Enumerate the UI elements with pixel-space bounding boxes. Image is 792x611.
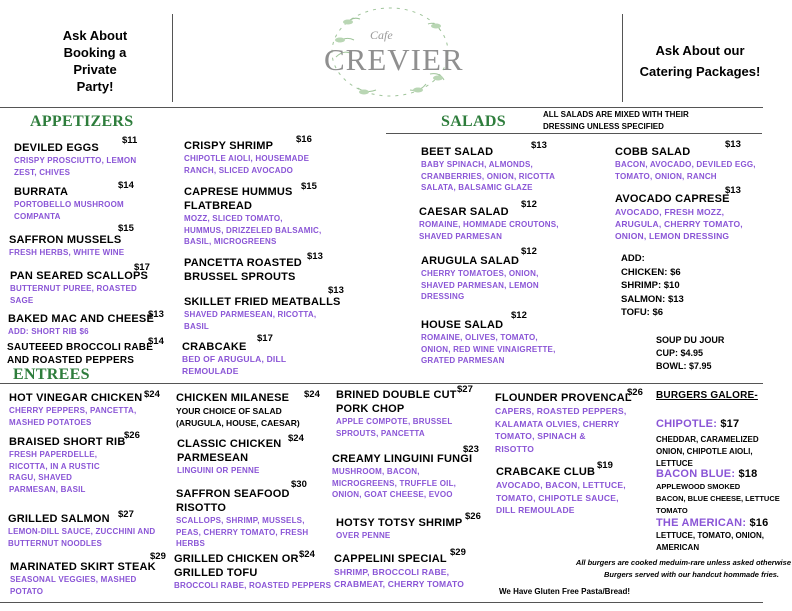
- menu-item: GRILLED CHICKEN OR GRILLED TOFU BROCCOLI RABE, ROASTED PEPPERS: [174, 553, 332, 590]
- menu-item: PANCETTA ROASTED BRUSSEL SPROUTS: [184, 257, 302, 283]
- price: $26: [465, 511, 481, 522]
- menu-item: CAPPELINI SPECIAL SHRIMP, BROCCOLI RABE, CRABMEAT, CHERRY TOMATO: [334, 553, 465, 589]
- price: $24: [288, 433, 304, 444]
- salads-title: SALADS: [441, 113, 506, 130]
- price: $13: [531, 140, 547, 151]
- menu-item: COBB SALAD BACON, AVOCADO, DEVILED EGG, TOMATO, ONION, RANCH: [615, 146, 756, 181]
- menu-item: ARUGULA SALAD CHERRY TOMATOES, ONION, SHAVED PARMESAN, LEMON DRESSING: [421, 255, 539, 301]
- salad-add-ons: ADD: CHICKEN: $6 SHRIMP: $10 SALMON: $13 TOFU: $6: [621, 253, 684, 318]
- price: $29: [450, 547, 466, 558]
- menu-item: SKILLET FRIED MEATBALLS SHAVED PARMESEAN, RICOTTA, BASIL: [184, 296, 341, 331]
- menu-item: SAFFRON MUSSELS FRESH HERBS, WHITE WINE: [9, 234, 125, 257]
- menu-item: BRINED DOUBLE CUT PORK CHOP APPLE COMPOTE, BRUSSEL SPROUTS, PANCETTA: [336, 389, 457, 438]
- logo-cafe: Cafe: [370, 28, 393, 42]
- price: $15: [118, 223, 134, 234]
- logo: [318, 2, 463, 102]
- price: $12: [511, 310, 527, 321]
- logo-name: CREVIER: [324, 42, 464, 77]
- menu-item: CAPRESE HUMMUS FLATBREAD MOZZ, SLICED TOMATO, HUMMUS, DRIZZELED BALSAMIC, BASIL, MICROGREENS: [184, 186, 322, 246]
- soup-du-jour: SOUP DU JOUR CUP: $4.95 BOWL: $7.95: [656, 335, 725, 371]
- header-divider-left: [172, 14, 173, 102]
- burgers-title: BURGERS GALORE-: [656, 390, 758, 401]
- menu-item: SAUTEEED BROCCOLI RABE AND ROASTED PEPPERS: [7, 342, 154, 366]
- burger-item: BACON BLUE: $18 APPLEWOOD SMOKED BACON, BLUE CHEESE, LETTUCE TOMATO: [656, 468, 780, 515]
- price: $19: [597, 460, 613, 471]
- price: $13: [307, 251, 323, 262]
- price: $12: [521, 199, 537, 210]
- burger-note: All burgers are cooked meduim-rare unless asked otherwise Burgers served with our handcut hommade fries.: [575, 558, 791, 579]
- price: $14: [118, 180, 134, 191]
- appetizers-title: APPETIZERS: [30, 113, 134, 130]
- menu-item: BURRATA PORTOBELLO MUSHROOM COMPANTA: [14, 186, 124, 221]
- price: $27: [118, 509, 134, 520]
- private-party-note: Ask About Booking a Private Party!: [62, 28, 128, 94]
- menu-item: CREAMY LINGUINI FUNGI MUSHROOM, BACON, MICROGREENS, TRUFFLE OIL, ONION, GOAT CHEESE, EVOO: [332, 453, 473, 499]
- price: $13: [725, 139, 741, 150]
- menu-item: BRAISED SHORT RIB FRESH PAPERDELLE, RICOTTA, IN A RUSTIC RAGU, SHAVED PARMESAN, BASIL: [9, 436, 126, 494]
- menu-item: CRABCAKE BED OF ARUGULA, DILL REMOULADE: [182, 341, 287, 376]
- price: $14: [148, 336, 164, 347]
- price: $24: [144, 389, 160, 400]
- price: $12: [521, 246, 537, 257]
- burger-item: CHIPOTLE: $17 CHEDDAR, CARAMELIZED ONION, CHIPOTLE AIOLI, LETTUCE: [656, 418, 759, 468]
- menu-item: CAESAR SALAD ROMAINE, HOMMADE CROUTONS, SHAVED PARMESAN: [419, 206, 559, 241]
- price: $13: [148, 309, 164, 320]
- price: $26: [627, 387, 643, 398]
- entrees-rule: [0, 383, 763, 384]
- price: $17: [134, 262, 150, 273]
- price: $13: [725, 185, 741, 196]
- catering-note: Ask About our Catering Packages!: [639, 43, 761, 79]
- entrees-title: ENTREES: [13, 366, 90, 383]
- price: $30: [291, 479, 307, 490]
- salads-rule: [386, 133, 762, 134]
- menu-item: CRISPY SHRIMP CHIPOTLE AIOLI, HOUSEMADE RANCH, SLICED AVOCADO: [184, 140, 310, 175]
- menu-item: CHICKEN MILANESE YOUR CHOICE OF SALAD (ARUGULA, HOUSE, CAESAR): [176, 392, 300, 428]
- price: $16: [296, 134, 312, 145]
- footer-rule: [0, 602, 763, 603]
- price: $13: [328, 285, 344, 296]
- price: $27: [457, 384, 473, 395]
- price: $23: [463, 444, 479, 455]
- price: $15: [301, 181, 317, 192]
- menu-item: FLOUNDER PROVENCAL CAPERS, ROASTED PEPPERS, KALAMATA OLVIES, CHERRY TOMATO, SPINACH & RISOTTO: [495, 392, 632, 454]
- price: $26: [124, 430, 140, 441]
- menu-item: HOUSE SALAD ROMAINE, OLIVES, TOMATO, ONION, RED WINE VINAIGRETTE, GRATED PARMESAN: [421, 319, 556, 365]
- salads-note: ALL SALADS ARE MIXED WITH THEIR DRESSING UNLESS SPECIFIED: [543, 110, 689, 131]
- menu-item: HOT VINEGAR CHICKEN CHERRY PEPPERS, PANCETTA, MASHED POTATOES: [9, 392, 143, 427]
- menu-item: CLASSIC CHICKEN PARMESEAN LINGUINI OR PENNE: [177, 438, 282, 475]
- price: $24: [299, 549, 315, 560]
- gluten-free-note: We Have Gluten Free Pasta/Bread!: [499, 587, 631, 596]
- price: $29: [150, 551, 166, 562]
- menu-item: SAFFRON SEAFOOD RISOTTO SCALLOPS, SHRIMP, MUSSELS, PEAS, CHERRY TOMATO, FRESH HERBS: [176, 488, 309, 548]
- price: $11: [122, 135, 138, 146]
- menu-item: DEVILED EGGS CRISPY PROSCIUTTO, LEMON ZEST, CHIVES: [14, 142, 137, 177]
- header-rule: [0, 107, 763, 108]
- menu-item: BAKED MAC AND CHEESE ADD: SHORT RIB $6: [8, 313, 154, 336]
- menu-item: BEET SALAD BABY SPINACH, ALMONDS, CRANBERRIES, ONION, RICOTTA SALATA, BALSAMIC GLAZE: [421, 146, 556, 192]
- burger-item: THE AMERICAN: $16 LETTUCE, TOMATO, ONION, AMERICAN: [656, 517, 769, 552]
- menu-item: MARINATED SKIRT STEAK SEASONAL VEGGIES, MASHED POTATO: [10, 561, 156, 596]
- header-divider-right: [622, 14, 623, 102]
- menu-item: CRABCAKE CLUB AVOCADO, BACON, LETTUCE, TOMATO, CHIPOTLE SAUCE, DILL REMOULADE: [496, 466, 626, 515]
- price: $24: [304, 389, 320, 400]
- menu-item: AVOCADO CAPRESE AVOCADO, FRESH MOZZ, ARUGULA, CHERRY TOMATO, ONION, LEMON DRESSING: [615, 193, 743, 241]
- menu-item: GRILLED SALMON LEMON-DILL SAUCE, ZUCCHINI AND BUTTERNUT NOODLES: [8, 513, 156, 548]
- menu-item: HOTSY TOTSY SHRIMP OVER PENNE: [336, 517, 463, 540]
- price: $17: [257, 333, 273, 344]
- menu-item: PAN SEARED SCALLOPS BUTTERNUT PUREE, ROASTED SAGE: [10, 270, 149, 305]
